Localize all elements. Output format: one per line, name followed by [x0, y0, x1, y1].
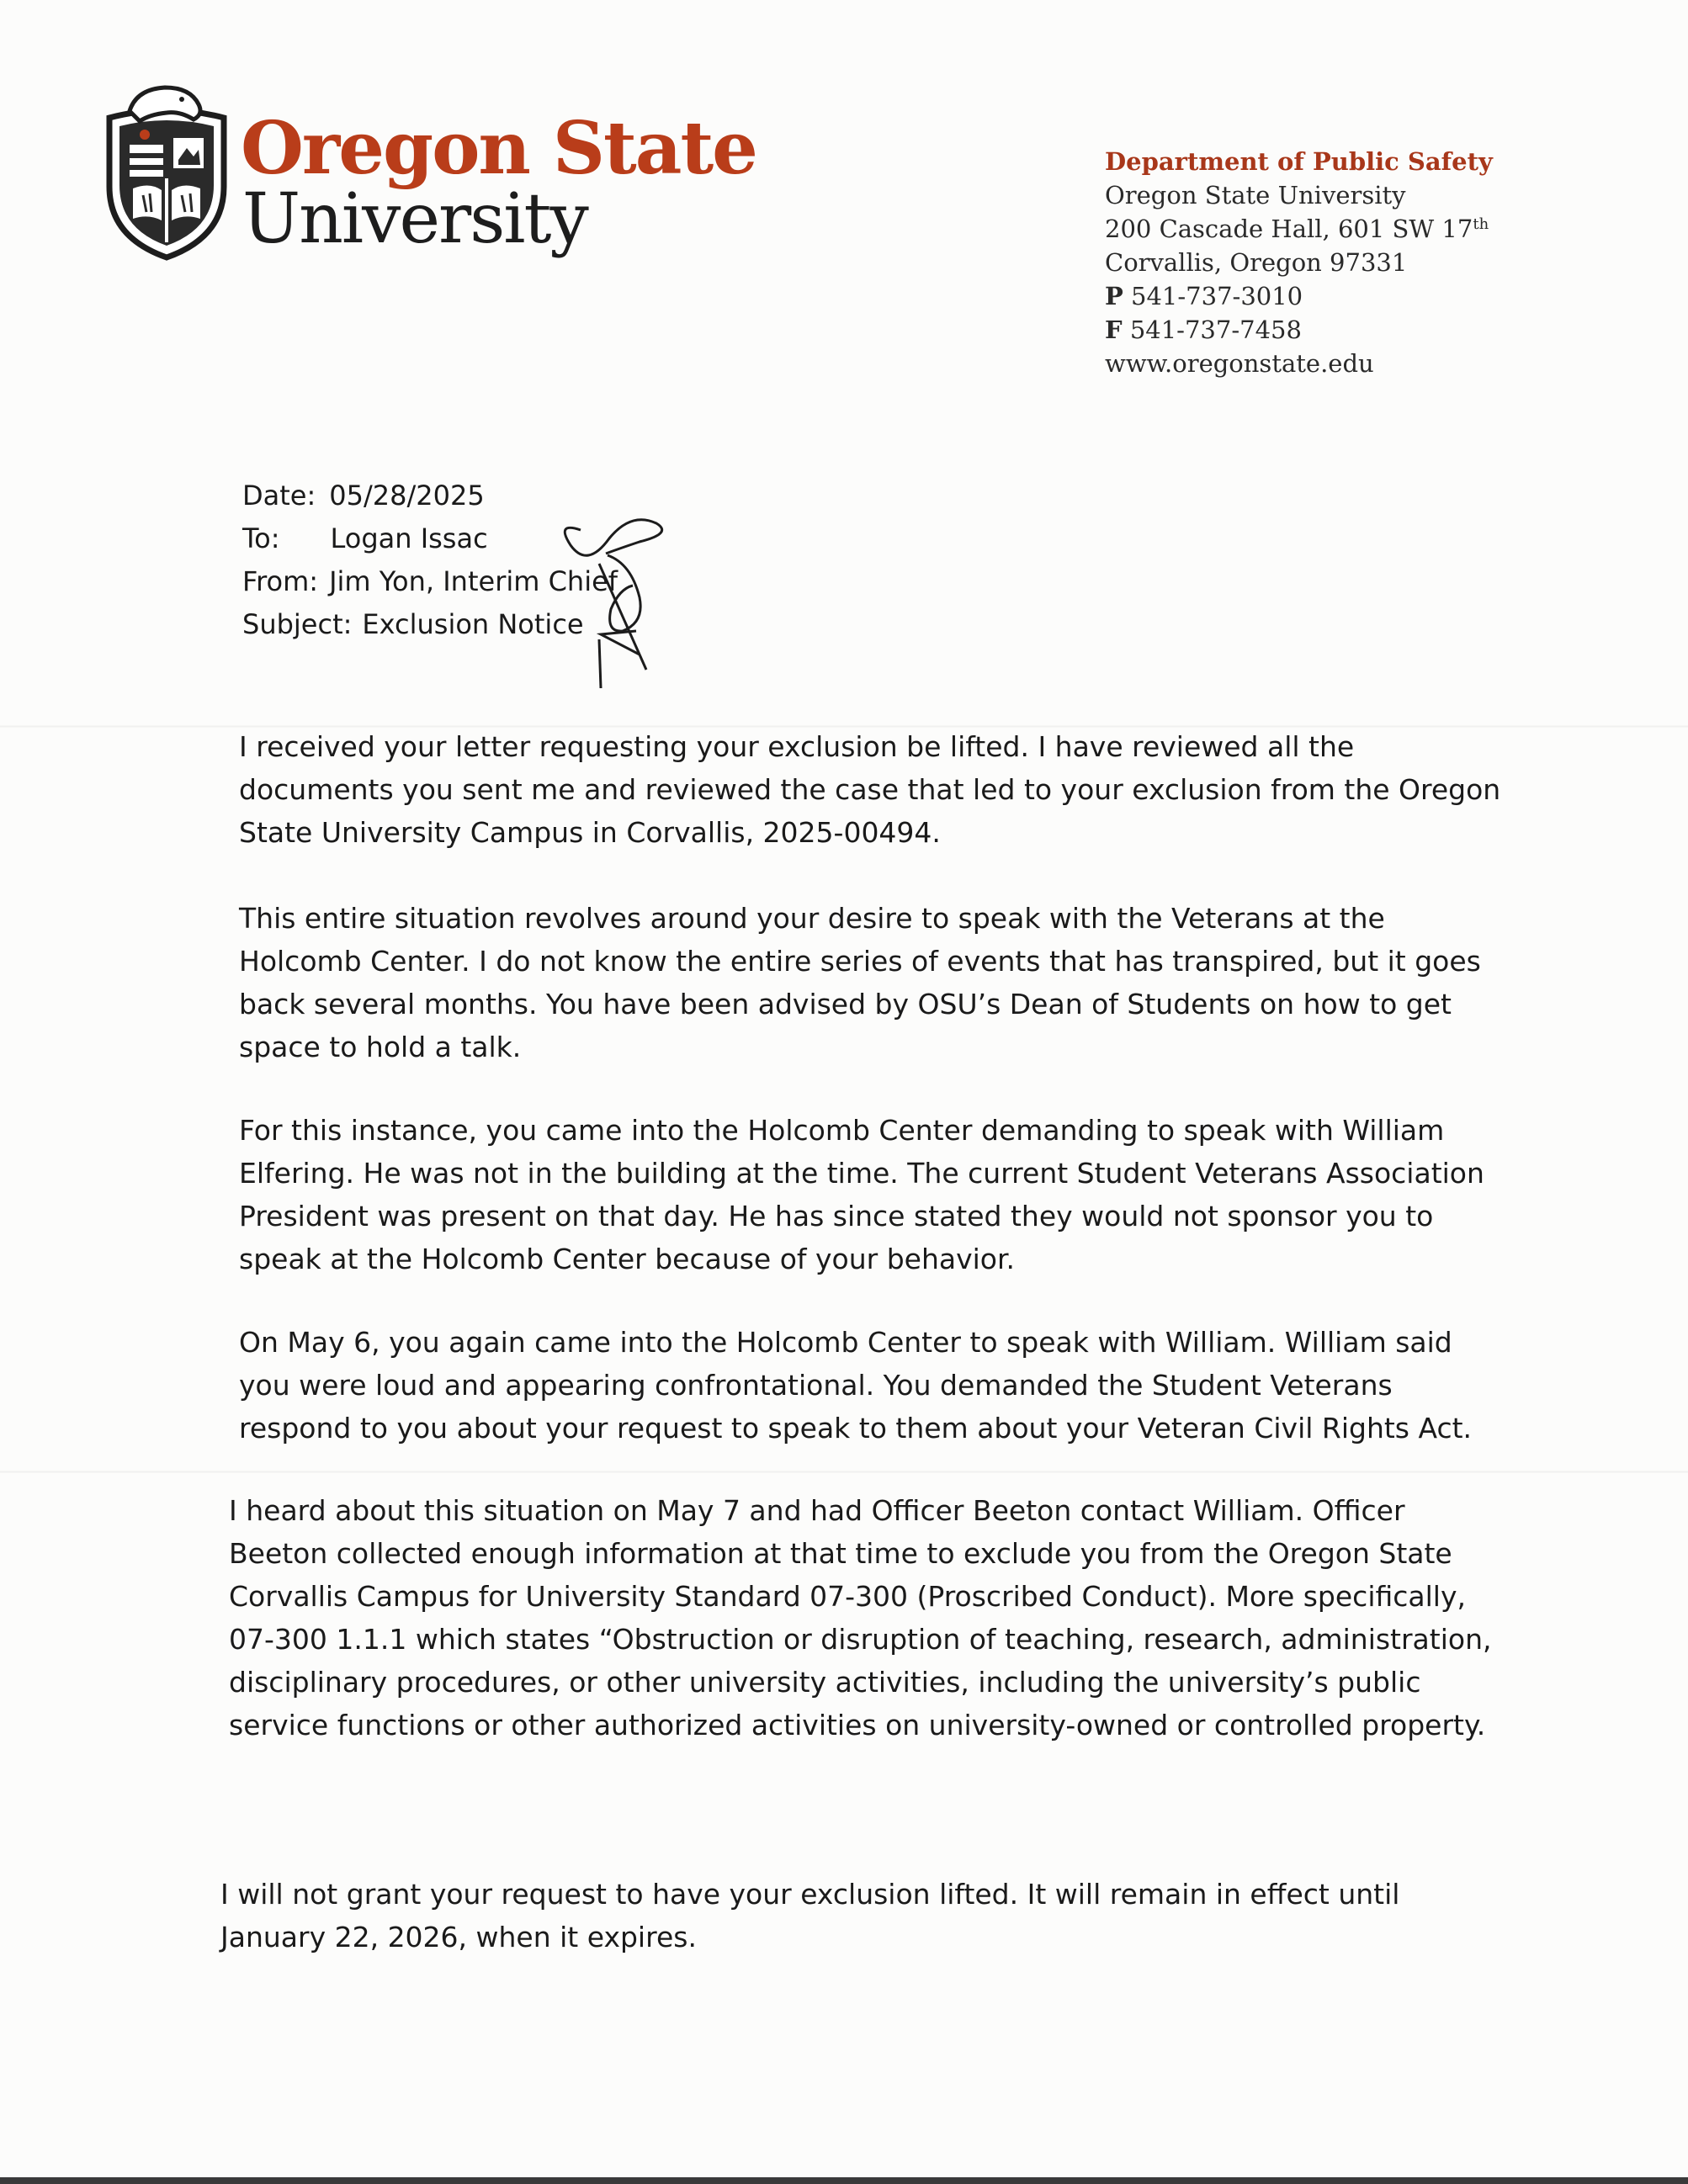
- body-line: Holcomb Center. I do not know the entire series of events that has transpired, but it goes: [239, 945, 1481, 978]
- body-line: I will not grant your request to have your exclusion lifted. It will remain in effect until: [220, 1878, 1400, 1911]
- department-website: www.oregonstate.edu: [1105, 349, 1374, 378]
- body-line: I heard about this situation on May 7 and had Officer Beeton contact William. Officer: [229, 1494, 1405, 1527]
- body-paragraph-3: [239, 1109, 1501, 1280]
- body-line: you were loud and appearing confrontational. You demanded the Student Veterans: [239, 1369, 1393, 1402]
- from-label: From:: [242, 565, 319, 597]
- fax-label: F: [1105, 315, 1123, 344]
- body-line: back several months. You have been advised by OSU’s Dean of Students on how to get: [239, 988, 1452, 1020]
- logo-wordmark-oregon-state: Oregon State: [241, 106, 756, 191]
- body-line: speak at the Holcomb Center because of your behavior.: [239, 1243, 1016, 1275]
- to-label: To:: [242, 522, 280, 554]
- body-line: I received your letter requesting your exclusion be lifted. I have reviewed all the: [239, 730, 1355, 763]
- department-address-block: [1105, 145, 1493, 380]
- fax-number: 541-737-7458: [1129, 315, 1302, 344]
- body-line: respond to you about your request to speak to them about your Veteran Civil Rights Act.: [239, 1412, 1473, 1445]
- body-line: Beeton collected enough information at that time to exclude you from the Oregon State: [229, 1537, 1452, 1570]
- date-value: 05/28/2025: [329, 480, 485, 512]
- department-address: [1105, 212, 1493, 246]
- body-line: service functions or other authorized activities on university-owned or controlled property.: [229, 1709, 1486, 1741]
- phone-label: P: [1105, 282, 1123, 310]
- body-line: 07-300 1.1.1 which states “Obstruction or disruption of teaching, research, administration,: [229, 1623, 1492, 1656]
- scan-bottom-edge: [0, 2177, 1688, 2184]
- body-line: disciplinary procedures, or other university activities, including the university’s public: [229, 1666, 1421, 1699]
- from-value: Jim Yon, Interim Chief: [329, 565, 618, 597]
- address-line: 200 Cascade Hall, 601 SW 17: [1105, 215, 1473, 243]
- body-paragraph-1: [239, 725, 1501, 854]
- body-line: For this instance, you came into the Holcomb Center demanding to speak with William: [239, 1114, 1445, 1147]
- body-line: State University Campus in Corvallis, 2025-00494.: [239, 816, 941, 849]
- body-line: January 22, 2026, when it expires.: [220, 1921, 697, 1953]
- body-paragraph-6: [220, 1873, 1483, 1959]
- body-line: President was present on that day. He has since stated they would not sponsor you to: [239, 1200, 1434, 1232]
- department-city: Corvallis, Oregon 97331: [1105, 248, 1408, 277]
- osu-seal-icon: [99, 77, 234, 262]
- body-line: Corvallis Campus for University Standard 07-300 (Proscribed Conduct). More specifically,: [229, 1580, 1466, 1613]
- body-line: documents you sent me and reviewed the case that led to your exclusion from the Oregon: [239, 773, 1501, 806]
- department-fax: [1105, 313, 1493, 347]
- phone-number: 541-737-3010: [1131, 282, 1303, 310]
- date-label: Date:: [242, 480, 316, 512]
- osu-logo: [99, 77, 756, 262]
- body-paragraph-2: [239, 897, 1501, 1068]
- subject-label: Subject:: [242, 608, 353, 640]
- address-suffix: th: [1473, 215, 1489, 233]
- body-line: On May 6, you again came into the Holcomb Center to speak with William. William said: [239, 1326, 1452, 1359]
- department-name: Department of Public Safety: [1105, 147, 1493, 176]
- body-paragraph-5: [229, 1489, 1491, 1747]
- body-line: This entire situation revolves around your desire to speak with the Veterans at the: [239, 902, 1385, 935]
- paper-fold-line: [0, 1471, 1688, 1473]
- logo-wordmark-university: University: [242, 179, 587, 259]
- body-line: space to hold a talk.: [239, 1031, 522, 1063]
- handwritten-initials: [539, 505, 682, 698]
- department-phone: [1105, 279, 1493, 313]
- body-line: Elfering. He was not in the building at the time. The current Student Veterans Association: [239, 1157, 1484, 1190]
- department-university: Oregon State University: [1105, 181, 1406, 209]
- to-value: Logan Issac: [330, 522, 488, 554]
- body-paragraph-4: [239, 1321, 1501, 1450]
- subject-value: Exclusion Notice: [362, 608, 584, 640]
